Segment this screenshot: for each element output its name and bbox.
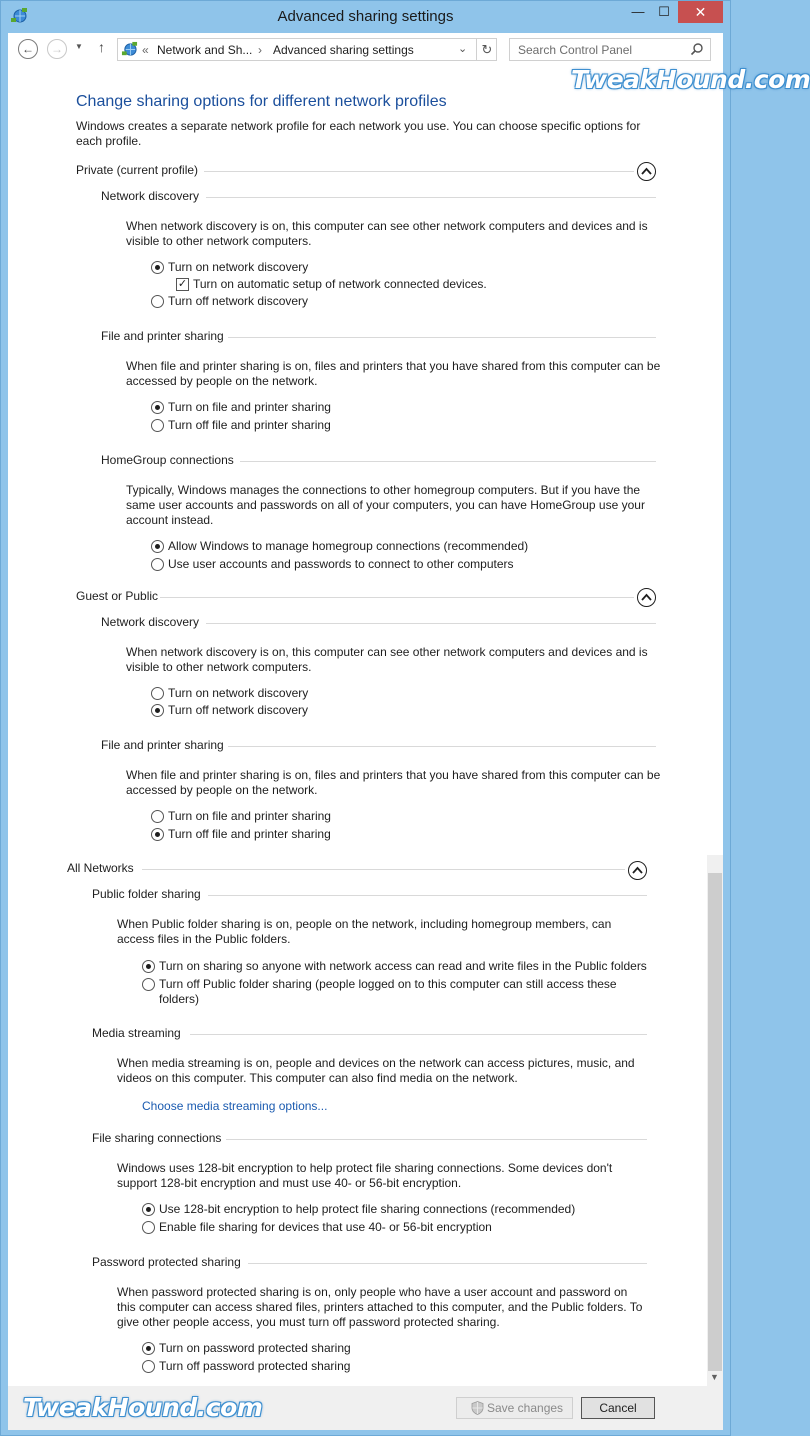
vertical-scrollbar[interactable] [707, 855, 723, 1386]
private-network-discovery-desc: When network discovery is on, this computer can see other network computers and devices and is visible to other network computers. [126, 219, 648, 248]
section-homegroup: HomeGroup connections [101, 453, 234, 467]
search-box [509, 38, 711, 61]
breadcrumb-overflow-icon[interactable]: « [142, 43, 149, 57]
section-password-protected: Password protected sharing [92, 1255, 241, 1269]
watermark-logo: TweakHound.com [571, 65, 810, 94]
profile-guest-title[interactable]: Guest or Public [76, 589, 159, 603]
maximize-button[interactable]: ☐ [658, 4, 670, 19]
page-title: Change sharing options for different network profiles [76, 93, 447, 110]
uac-shield-icon [471, 1401, 484, 1415]
recent-locations-icon[interactable]: ▼ [75, 42, 83, 51]
collapse-guest-icon[interactable] [637, 588, 656, 607]
private-file-printer-desc: When file and printer sharing is on, files and printers that you have shared from this computer can be accessed by people on the network. [126, 359, 661, 388]
minimize-button[interactable]: — [631, 4, 645, 19]
navigation-bar [8, 33, 723, 67]
watermark-logo: TweakHound.com [23, 1393, 263, 1422]
homegroup-desc: Typically, Windows manages the connections to other homegroup computers. But if you have the same user accounts and passwords on all of your computers, you can have HomeGroup use your account instead. [126, 483, 645, 527]
checkmark-icon[interactable]: ✓ [177, 278, 188, 290]
close-button[interactable]: ✕ [678, 1, 723, 23]
search-input[interactable] [510, 39, 686, 60]
guest-network-discovery-desc: When network discovery is on, this computer can see other network computers and devices and is visible to other network computers. [126, 645, 648, 674]
section-guest-file-printer: File and printer sharing [101, 738, 224, 752]
guest-file-printer-desc: When file and printer sharing is on, files and printers that you have shared from this computer can be accessed by people on the network. [126, 768, 661, 797]
breadcrumb-network[interactable]: Network and Sh... [157, 43, 253, 57]
media-streaming-desc: When media streaming is on, people and devices on the network can access pictures, music, and videos on this computer. This computer can also find media on the network. [117, 1056, 635, 1085]
page-intro: Windows creates a separate network profile for each network you use. You can choose specific options for each profile. [76, 119, 641, 148]
section-guest-network-discovery: Network discovery [101, 615, 200, 629]
section-private-network-discovery: Network discovery [101, 189, 200, 203]
profile-private-title[interactable]: Private (current profile) [76, 163, 199, 177]
collapse-all-networks-icon[interactable] [628, 861, 647, 880]
section-public-folder: Public folder sharing [92, 887, 201, 901]
password-protected-desc: When password protected sharing is on, only people who have a user account and password on this computer can access shared files, printers attached to this computer, and the Public folders. To give other people access, you must turn off password protected sharing. [117, 1285, 643, 1329]
up-button[interactable]: ↑ [98, 39, 105, 55]
section-media-streaming: Media streaming [92, 1026, 181, 1040]
file-sharing-connections-desc: Windows uses 128-bit encryption to help protect file sharing connections. Some devices don't support 128-bit encryption and must use 40- or 56-bit encryption. [117, 1161, 613, 1190]
scrollbar-thumb[interactable] [708, 873, 722, 1371]
section-private-file-printer: File and printer sharing [101, 329, 224, 343]
refresh-button[interactable]: ↻ [476, 39, 497, 60]
radio-public-folder-off[interactable]: Turn off Public folder sharing (people logged on to this computer can still access these folders) [142, 977, 632, 1007]
forward-button[interactable]: → [47, 39, 67, 59]
scroll-down-arrow-icon[interactable]: ▼ [710, 1372, 719, 1382]
public-folder-desc: When Public folder sharing is on, people on the network, including homegroup members, can access files in the Public folders. [117, 917, 612, 946]
section-file-sharing-connections: File sharing connections [92, 1131, 222, 1145]
address-dropdown-icon[interactable]: ⌄ [458, 43, 468, 55]
breadcrumb-separator-icon[interactable]: › [258, 43, 262, 57]
search-icon[interactable] [690, 42, 704, 56]
breadcrumb-advanced-sharing[interactable]: Advanced sharing settings [273, 43, 414, 57]
collapse-private-icon[interactable] [637, 162, 656, 181]
title-bar [1, 1, 730, 33]
address-bar[interactable] [117, 38, 497, 61]
network-globe-icon [121, 41, 138, 58]
profile-all-networks-title[interactable]: All Networks [67, 861, 134, 875]
save-changes-button[interactable]: Save changes [456, 1397, 573, 1419]
window-title: Advanced sharing settings [277, 8, 454, 25]
content-pane: Change sharing options for different network profiles Windows creates a separate network profile for each network you use. You can choose specific options for each profile. Private (current profile) Network discovery When network discovery is on, this computer can see other network computers and devices and is visible to other network computers. Turn on network discovery ✓ Turn on automatic setup of network connected devices. Turn off network discovery File and printer sharing When file and printer sharing is on, files and printers that you have shared from this computer can be accessed by people on the network. Turn on file and printer sharing Turn off file and printer sharing HomeGroup connections Typically, Windows manages the connections to other homegroup computers. But if you have the same user accounts and passwords on all of your computers, you can have HomeGroup use your account instead. Allow Windows to manage homegroup connections (recommended) Use user accounts and passwords to connect to other computers Guest or Public Network discovery When network discovery is on, this computer can see other network computers and devices and is visible to other network computers. Turn on network discovery Turn off network discovery File and printer sharing When file and printer sharing is on, files and printers that you have shared from this computer can be accessed by people on the network. Turn on file and printer sharing Turn off file and printer sharing All Networks Public folder sharing When Public folder sharing is on, people on the network, including homegroup members, can access files in the Public folders. Turn on sharing so anyone with network access can read and write files in the Public folders Turn off Public folder sharing (people logged on to this computer can still access these folders) Media streaming When media streaming is on, people and devices on the network can access pictures, music, and videos on this computer. This computer can also find media on the network. Choose media streaming options... File sharing connections Windows uses 128-bit encryption to help protect file sharing connections. Some devices don't support 128-bit encryption and must use 40- or 56-bit encryption. Use 128-bit encryption to help protect file sharing connections (recommended) Enable file sharing for devices that use 40- or 56-bit encryption Password protected sharing When password protected sharing is on, only people who have a user account and password on this computer can access shared files, printers attached to this computer, and the Public folders. To give other people access, you must turn off password protected sharing. Turn on password protected sharing Turn off password protected sharing ▼ [8, 67, 723, 1386]
media-streaming-options-link[interactable]: Choose media streaming options... [142, 1099, 328, 1113]
back-button[interactable]: ← [18, 39, 38, 59]
cancel-button[interactable]: Cancel [581, 1397, 655, 1419]
